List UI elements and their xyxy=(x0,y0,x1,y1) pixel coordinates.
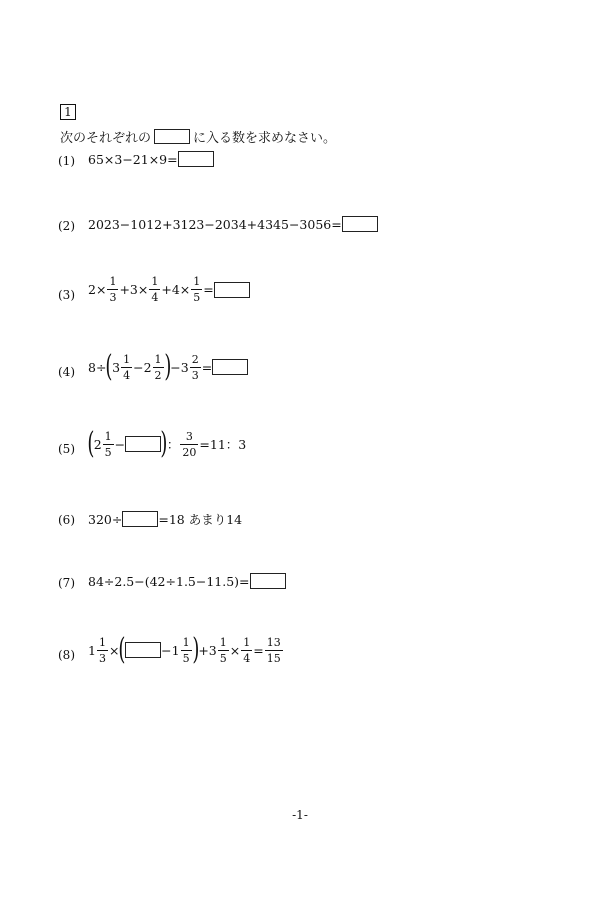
problem-8-open-paren: ( xyxy=(118,632,126,667)
problem-8-equals: = xyxy=(253,642,264,658)
problem-2-text: 2023−1012+3123−2034+4345−3056= xyxy=(88,216,342,232)
problem-3-text-c: +4× xyxy=(161,282,191,297)
instruction-text xyxy=(60,127,336,146)
page-number: -1- xyxy=(292,808,308,822)
problem-2-expression xyxy=(88,216,378,232)
problem-8-label: (8) xyxy=(58,648,75,662)
problem-8-fraction-3: $\frac{1}{5}$ xyxy=(219,635,227,665)
problem-5-open-paren: ( xyxy=(87,426,95,461)
problem-6-text-b: =18 あまり14 xyxy=(158,512,243,527)
problem-1-answer-box[interactable] xyxy=(178,151,214,167)
problem-3-fraction-3: $\frac{1}{5}$ xyxy=(193,275,201,304)
problem-4-label: (4) xyxy=(58,365,75,379)
problem-8-close-paren: ) xyxy=(191,632,199,667)
problem-4-expression xyxy=(88,349,248,384)
problem-4-close-paren: ) xyxy=(163,349,171,384)
problem-1-text: 65×3−21×9= xyxy=(88,151,178,167)
problem-8-whole-1: 1 xyxy=(88,642,96,658)
problem-6-expression xyxy=(88,510,242,528)
problem-8-fraction-1: $\frac{1}{3}$ xyxy=(98,635,106,665)
question-number-box: 1 xyxy=(60,104,76,120)
problem-8-times-1: × xyxy=(108,642,120,658)
problem-8-times-2: × xyxy=(229,642,241,658)
problem-6-label: (6) xyxy=(58,513,75,527)
problem-4-text-a: 8÷ xyxy=(88,359,107,375)
problem-3-text-b: +3× xyxy=(119,282,149,297)
problem-4-equals: = xyxy=(201,359,213,375)
problem-3-equals: = xyxy=(203,282,214,297)
problem-5-fraction-1: $\frac{1}{5}$ xyxy=(104,429,112,459)
problem-3-expression xyxy=(88,276,250,303)
instruction-pre: 次のそれぞれの xyxy=(60,131,152,146)
problem-7-answer-box[interactable] xyxy=(250,573,286,589)
problem-5-close-paren: ) xyxy=(160,426,168,461)
problem-5-fraction-2: $\frac{3}{20}$ xyxy=(182,429,197,459)
problem-7-label: (7) xyxy=(58,576,75,590)
problem-4-whole-3: −3 xyxy=(170,359,189,375)
problem-4-whole-2: −2 xyxy=(133,359,152,375)
problem-1-expression xyxy=(88,151,214,167)
problem-4-fraction-1: $\frac{1}{4}$ xyxy=(123,352,131,382)
problem-8-whole-3: +3 xyxy=(198,642,217,658)
problem-2-label: (2) xyxy=(58,219,75,233)
problem-3-text-a: 2× xyxy=(88,282,107,297)
problem-1-label: (1) xyxy=(58,154,75,168)
problem-2-answer-box[interactable] xyxy=(342,216,378,232)
problem-3-answer-box[interactable] xyxy=(214,282,250,298)
problem-8-fraction-4: $\frac{1}{4}$ xyxy=(243,635,251,665)
problem-6-answer-box[interactable] xyxy=(122,511,158,527)
problem-3-fraction-1: $\frac{1}{3}$ xyxy=(109,275,117,304)
problem-6-text-a: 320÷ xyxy=(88,511,123,527)
problem-5-text-end: =11：3 xyxy=(199,437,247,452)
problem-7-text: 84÷2.5−(42÷1.5−11.5)= xyxy=(88,573,250,589)
problem-8-fraction-result: $\frac{13}{15}$ xyxy=(266,635,281,665)
problem-5-label: (5) xyxy=(58,442,75,456)
instruction-post: に入る数を求めなさい。 xyxy=(193,131,337,146)
problem-3-label: (3) xyxy=(58,288,75,302)
problem-4-open-paren: ( xyxy=(105,349,113,384)
problem-8-expression xyxy=(88,632,284,667)
problem-3-fraction-2: $\frac{1}{4}$ xyxy=(151,275,159,304)
problem-7-expression xyxy=(88,573,286,589)
problem-4-answer-box[interactable] xyxy=(212,359,248,375)
problem-4-fraction-2: $\frac{1}{2}$ xyxy=(154,352,162,382)
problem-5-whole-1: 2 xyxy=(93,436,102,452)
problem-5-answer-box[interactable] xyxy=(125,436,161,452)
problem-5-minus: − xyxy=(114,436,126,452)
problem-8-answer-box[interactable] xyxy=(125,642,161,658)
problem-4-whole-1: 3 xyxy=(112,359,121,375)
problem-8-fraction-2: $\frac{1}{5}$ xyxy=(182,635,190,665)
instruction-blank-box xyxy=(154,129,190,144)
problem-8-whole-2: −1 xyxy=(161,642,180,658)
problem-4-fraction-3: $\frac{2}{3}$ xyxy=(191,352,199,382)
problem-5-expression xyxy=(87,426,247,461)
problem-5-ratio-colon: ： xyxy=(166,437,180,452)
